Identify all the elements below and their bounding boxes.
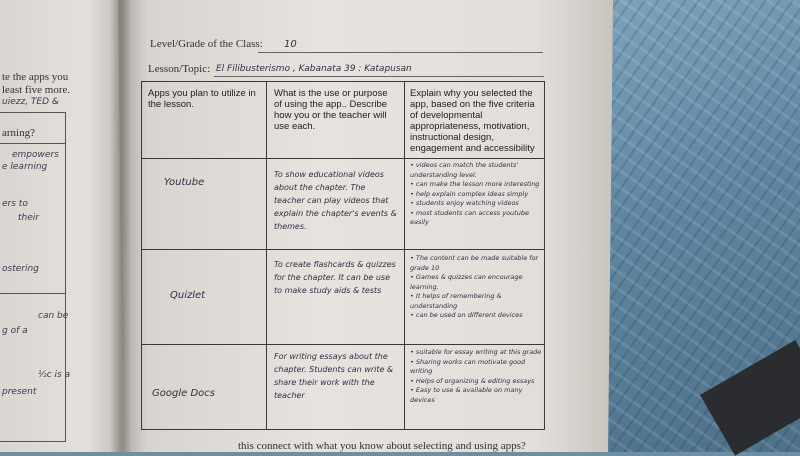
- book-gutter: [110, 0, 132, 452]
- reasons-google-docs: [410, 348, 542, 405]
- reason-item: • most students can access youtube easily: [410, 208, 529, 226]
- app-name-google-docs: Google Docs: [152, 388, 215, 399]
- left-page-handwriting: g of a: [2, 326, 28, 336]
- reason-item: • videos can match the students' understanding level.: [410, 161, 519, 179]
- header-use: What is the use or purpose of using the app.. Describe how you or the teacher will use each.: [274, 88, 388, 132]
- left-page-handwriting: e learning: [2, 162, 48, 172]
- left-page: [0, 0, 125, 452]
- left-page-line: arning?: [2, 127, 35, 139]
- apps-table: [141, 81, 545, 430]
- use-quizlet: To create flashcards & quizzes for the chapter. It can be use to make study aids & tests: [274, 260, 396, 295]
- reason-item: • The content can be made suitable for grade 10: [410, 254, 539, 272]
- level-value: 10: [284, 39, 297, 50]
- level-label: Level/Grade of the Class:: [150, 38, 263, 50]
- reasons-quizlet: [410, 254, 542, 321]
- lesson-line: [214, 76, 544, 77]
- header-apps: Apps you plan to utilize in the lesson.: [148, 88, 256, 110]
- reason-item: • It helps of remembering & understanding: [410, 292, 502, 310]
- reason-item: • help explain complex ideas simply: [410, 189, 529, 198]
- left-page-handwriting: ½c is a: [38, 370, 71, 380]
- footer-question: this connect with what you know about selecting and using apps?: [238, 440, 526, 452]
- use-youtube: To show educational videos about the chapter. The teacher can play videos that explain the chapter's events & themes.: [274, 170, 397, 231]
- reason-item: • suitable for essay writing at this grade: [410, 348, 542, 356]
- reason-item: • Games & quizzes can encourage learning.: [410, 273, 523, 291]
- left-page-handwriting: can be: [38, 311, 69, 321]
- reason-item: • Sharing works can motivate good writing: [410, 357, 526, 375]
- left-page-handwriting: uiezz, TED &: [2, 97, 59, 107]
- app-name-youtube: Youtube: [164, 177, 205, 188]
- lesson-value: El Filibusterismo , Kabanata 39 : Katapusan: [216, 64, 412, 74]
- left-page-handwriting: ostering: [2, 264, 39, 274]
- header-divider: [142, 158, 544, 159]
- reason-item: • Easy to use & available on many devices: [410, 386, 523, 404]
- reason-item: • students enjoy watching videos: [410, 199, 519, 207]
- left-table-row-line: [0, 293, 66, 294]
- left-page-handwriting: empowers: [12, 150, 59, 160]
- row-divider: [142, 249, 544, 250]
- row-divider: [142, 344, 544, 345]
- reason-item: • Helps of organizing & editing essays: [410, 376, 535, 385]
- app-name-quizlet: Quizlet: [170, 290, 206, 301]
- lesson-label: Lesson/Topic:: [148, 63, 211, 75]
- header-reason: Explain why you selected the app, based on the five criteria of developmental appropriateness, motivation, instructional design, engagement and accessibility: [410, 88, 535, 154]
- reasons-youtube: [410, 161, 542, 228]
- use-google-docs: For writing essays about the chapter. Students can write & share their work with the teacher: [274, 352, 394, 400]
- left-page-line: te the apps you: [2, 71, 69, 83]
- left-page-line: least five more.: [2, 84, 71, 96]
- column-divider: [266, 82, 267, 429]
- left-table-row-line: [0, 143, 66, 144]
- reason-item: • can be used on different devices: [410, 311, 523, 319]
- left-page-handwriting: present: [2, 387, 37, 397]
- left-page-handwriting: ers to: [2, 199, 28, 209]
- level-line: [258, 52, 543, 53]
- reason-item: • can make the lesson more interesting: [410, 180, 540, 188]
- column-divider: [404, 82, 405, 429]
- left-page-handwriting: their: [18, 213, 39, 223]
